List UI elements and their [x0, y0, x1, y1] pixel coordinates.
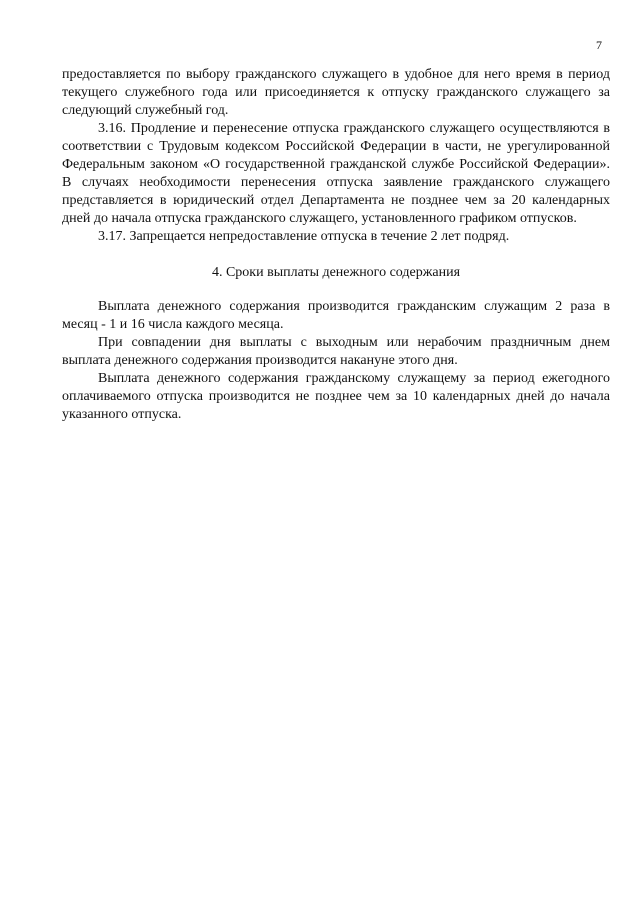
paragraph-holiday-rule: При совпадении дня выплаты с выходным или нерабочим праздничным днем выплата денежного содержания производится накануне этого дня.: [62, 335, 610, 368]
section-heading: 4. Сроки выплаты денежного содержания: [211, 265, 461, 280]
paragraph-payment-schedule: Выплата денежного содержания производится гражданским служащим 2 раза в месяц - 1 и 16 числа каждого месяца.: [62, 299, 610, 332]
page-number: 7: [596, 38, 602, 52]
paragraph-item-3-16: 3.16. Продление и перенесение отпуска гражданского служащего осуществляются в соответствии с Трудовым кодексом Российской Федерации в части, не урегулированной Федеральным законом «О государственной гражданской службе Российской Федерации». В случаях необходимости перенесения отпуска заявление гражданского служащего представляется в юридический отдел Департамента не позднее чем за 20 календарных дней до начала отпуска гражданского служащего, установленного графиком отпусков.: [62, 121, 610, 226]
paragraph-item-3-17: 3.17. Запрещается непредоставление отпуска в течение 2 лет подряд.: [98, 229, 510, 244]
paragraph-continuation: предоставляется по выбору гражданского служащего в удобное для него время в период текущего служебного года или присоединяется к отпуску гражданского служащего за следующий служебный год.: [62, 67, 610, 118]
document-body: [62, 66, 610, 424]
paragraph-vacation-payment: Выплата денежного содержания гражданскому служащему за период ежегодного оплачиваемого отпуска производится не позднее чем за 10 календарных дней до начала указанного отпуска.: [62, 371, 610, 422]
